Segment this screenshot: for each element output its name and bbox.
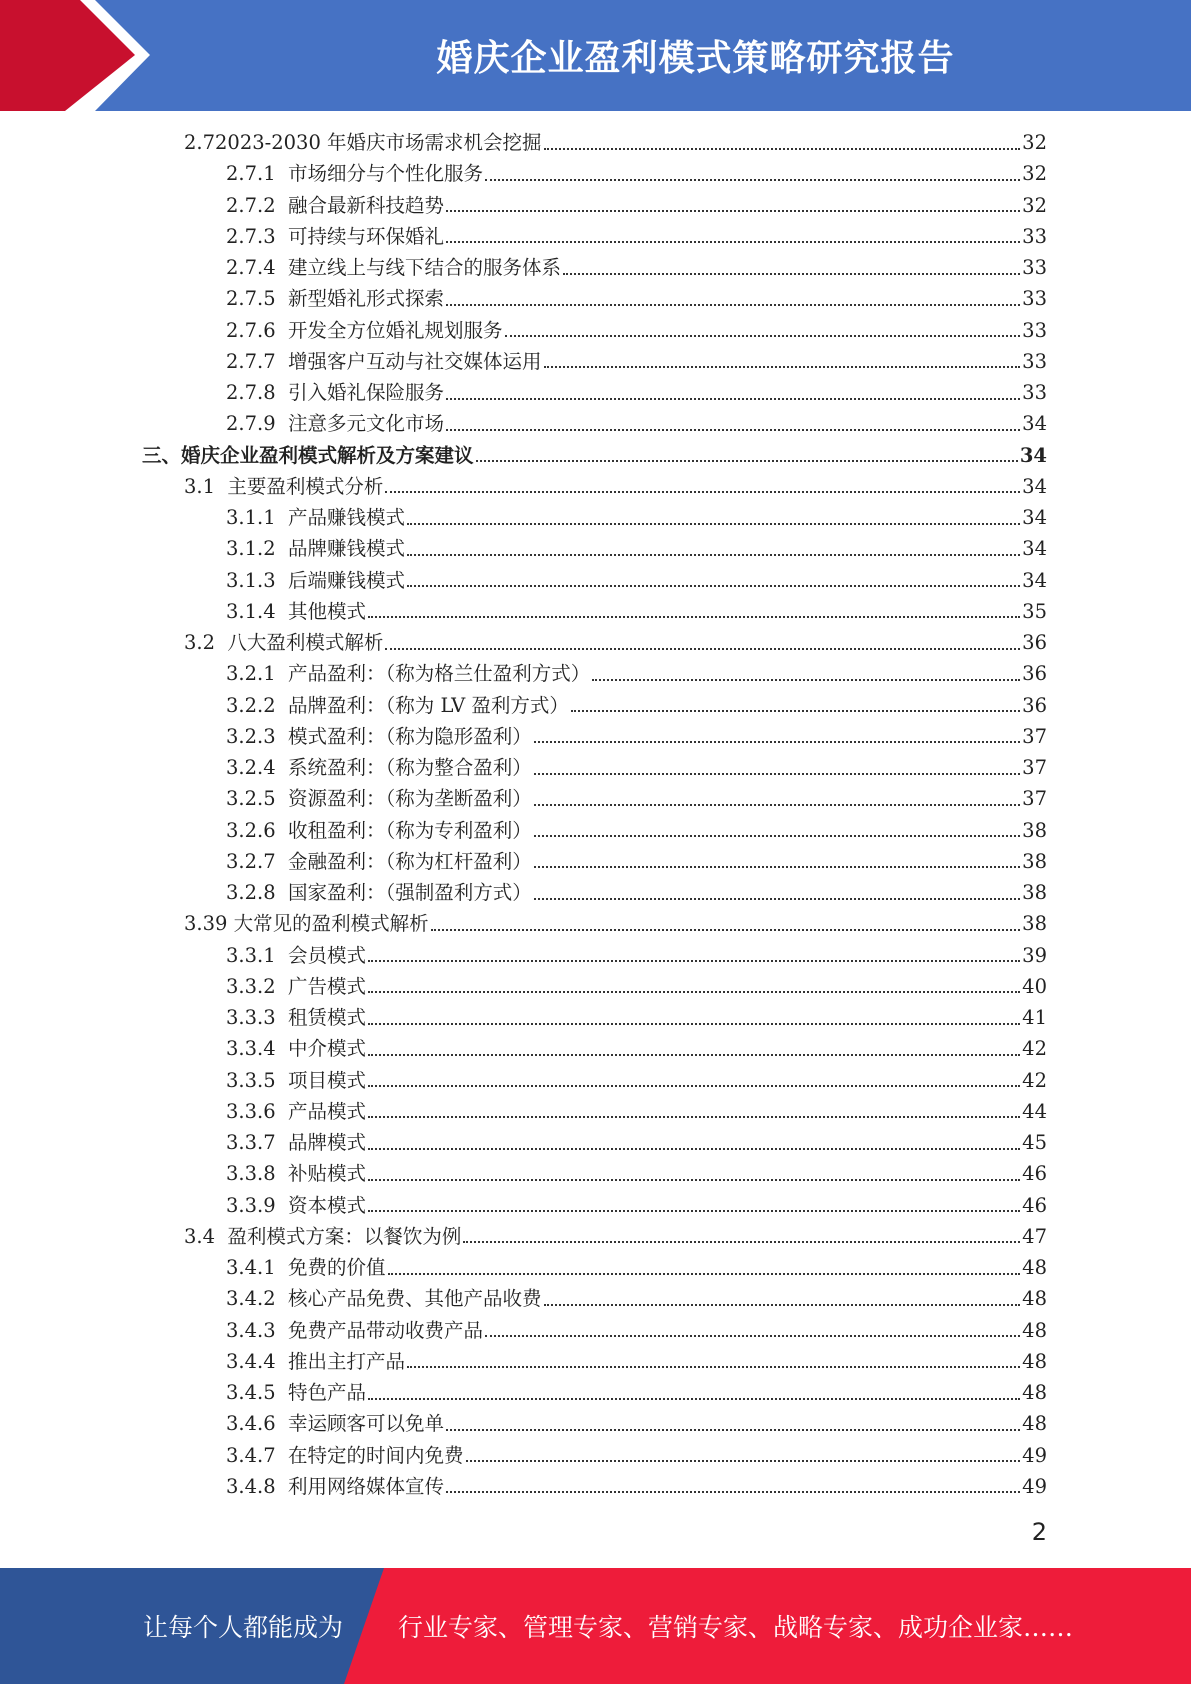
toc-dot-leader: [446, 398, 1020, 400]
toc-entry-page: 48: [1022, 1349, 1047, 1373]
toc-entry-number: 3.3.3: [226, 1006, 276, 1030]
toc-entry[interactable]: [0, 846, 1191, 877]
toc-entry-title: 注意多元文化市场: [288, 412, 445, 436]
toc-entry-spacer: [276, 408, 288, 439]
toc-entry-spacer: [276, 752, 288, 783]
toc-entry-number: 3.2.3: [226, 724, 276, 748]
toc-entry[interactable]: [0, 1346, 1191, 1377]
toc-entry-page: 38: [1022, 881, 1047, 905]
toc-entry-spacer: [215, 471, 227, 502]
toc-entry[interactable]: [0, 565, 1191, 596]
toc-entry-title: 融合最新科技趋势: [288, 193, 445, 217]
toc-entry-title: 推出主打产品: [288, 1349, 406, 1373]
toc-entry-spacer: [276, 346, 288, 377]
toc-entry-title: 可持续与环保婚礼: [288, 224, 445, 248]
toc-entry-page: 42: [1022, 1068, 1047, 1092]
toc-dot-leader: [431, 929, 1021, 931]
toc-dot-leader: [407, 554, 1020, 556]
toc-entry-page: 49: [1022, 1474, 1047, 1498]
toc-entry-spacer: [276, 533, 288, 564]
toc-entry[interactable]: [0, 1315, 1191, 1346]
toc-entry-title: 增强客户互动与社交媒体运用: [288, 349, 542, 373]
toc-entry-title: 系统盈利：（称为整合盈利）: [288, 756, 532, 780]
toc-entry-spacer: [276, 846, 288, 877]
toc-entry-spacer: [276, 252, 288, 283]
toc-entry-spacer: [276, 283, 288, 314]
toc-entry[interactable]: [0, 533, 1191, 564]
toc-entry-page: 46: [1022, 1162, 1047, 1186]
toc-dot-leader: [534, 898, 1020, 900]
toc-entry-spacer: [276, 783, 288, 814]
toc-entry-page: 49: [1022, 1443, 1047, 1467]
toc-entry-spacer: [276, 940, 288, 971]
toc-entry-spacer: [276, 596, 288, 627]
toc-entry-title: 市场细分与个性化服务: [288, 162, 484, 186]
toc-entry-page: 46: [1022, 1193, 1047, 1217]
toc-entry-spacer: [276, 1377, 288, 1408]
toc-entry-spacer: [276, 221, 288, 252]
toc-entry[interactable]: [0, 252, 1191, 283]
toc-entry-number: 2.7.1: [226, 162, 276, 186]
toc-entry-spacer: [276, 690, 288, 721]
toc-entry-page: 48: [1022, 1256, 1047, 1280]
toc-entry[interactable]: [0, 1408, 1191, 1439]
toc-dot-leader: [385, 491, 1020, 493]
toc-entry[interactable]: [0, 815, 1191, 846]
toc-entry-spacer: [276, 565, 288, 596]
toc-dot-leader: [407, 585, 1020, 587]
toc-entry-number: 3.4.7: [226, 1443, 276, 1467]
toc-entry-number: 3.4: [184, 1224, 216, 1248]
toc-entry-page: 45: [1022, 1131, 1047, 1155]
toc-entry-page: 44: [1022, 1099, 1047, 1123]
toc-entry-title: 收租盈利：（称为专利盈利）: [288, 818, 532, 842]
toc-entry[interactable]: [0, 190, 1191, 221]
toc-entry[interactable]: [0, 1096, 1191, 1127]
toc-dot-leader: [407, 523, 1020, 525]
toc-entry-spacer: [276, 315, 288, 346]
toc-entry[interactable]: [0, 658, 1191, 689]
toc-entry-number: 2.7: [184, 131, 216, 155]
toc-entry[interactable]: [0, 783, 1191, 814]
toc-dot-leader: [368, 1398, 1020, 1400]
toc-dot-leader: [485, 179, 1020, 181]
toc-entry-number: 3.1.3: [226, 568, 276, 592]
toc-entry-title: 建立线上与线下结合的服务体系: [288, 256, 562, 280]
toc-entry-spacer: [276, 971, 288, 1002]
toc-entry-page: 33: [1022, 287, 1047, 311]
toc-entry-number: 3.2: [184, 631, 216, 655]
toc-entry-spacer: [215, 627, 227, 658]
toc-entry-number: 2.7.8: [226, 381, 276, 405]
toc-entry[interactable]: [0, 408, 1191, 439]
toc-entry-title: 后端赚钱模式: [288, 568, 406, 592]
toc-dot-leader: [368, 1116, 1020, 1118]
toc-entry-number: 3.3: [184, 912, 216, 936]
toc-entry[interactable]: [0, 1252, 1191, 1283]
toc-entry-number: 2.7.4: [226, 256, 276, 280]
toc-entry-page: 34: [1019, 443, 1047, 467]
toc-entry-title: 盈利模式方案：以餐饮为例: [227, 1224, 462, 1248]
toc-entry-spacer: [276, 1346, 288, 1377]
toc-entry-number: 3.3.1: [226, 943, 276, 967]
toc-entry-number: 3.2.4: [226, 756, 276, 780]
toc-entry[interactable]: [0, 502, 1191, 533]
toc-entry[interactable]: [0, 596, 1191, 627]
page-number: 2: [1031, 1518, 1047, 1546]
toc-entry-page: 36: [1022, 631, 1047, 655]
toc-entry-title: 广告模式: [288, 974, 367, 998]
toc-entry-page: 47: [1022, 1224, 1047, 1248]
toc-entry[interactable]: [0, 1440, 1191, 1471]
toc-entry[interactable]: [0, 1127, 1191, 1158]
toc-entry-title: 会员模式: [288, 943, 367, 967]
toc-dot-leader: [368, 1148, 1020, 1150]
toc-entry-page: 36: [1022, 662, 1047, 686]
toc-entry-spacer: [276, 1033, 288, 1064]
toc-entry-title: 产品盈利：（称为格兰仕盈利方式）: [288, 662, 591, 686]
toc-entry[interactable]: [0, 1221, 1191, 1252]
toc-entry[interactable]: [0, 908, 1191, 939]
toc-entry[interactable]: [0, 1377, 1191, 1408]
toc-dot-leader: [544, 148, 1021, 150]
toc-entry-number: 3.2.1: [226, 662, 276, 686]
toc-entry-spacer: [276, 1252, 288, 1283]
toc-dot-leader: [407, 1366, 1020, 1368]
toc-entry-page: 33: [1022, 349, 1047, 373]
toc-entry-page: 35: [1022, 599, 1047, 623]
toc-dot-leader: [534, 804, 1020, 806]
toc-entry-page: 48: [1022, 1412, 1047, 1436]
toc-dot-leader: [446, 429, 1020, 431]
toc-entry-number: 3.3.6: [226, 1099, 276, 1123]
table-of-contents: [0, 127, 1191, 1502]
toc-entry-spacer: [276, 1096, 288, 1127]
toc-entry-number: 2.7.3: [226, 224, 276, 248]
toc-entry-number: 3.2.2: [226, 693, 276, 717]
toc-entry-number: 2.7.5: [226, 287, 276, 311]
toc-entry[interactable]: [0, 877, 1191, 908]
toc-entry-page: 36: [1022, 693, 1047, 717]
toc-dot-leader: [368, 1054, 1020, 1056]
toc-entry-number: 3.2.7: [226, 849, 276, 873]
toc-entry-page: 38: [1022, 818, 1047, 842]
toc-entry-number: 3.4.4: [226, 1349, 276, 1373]
toc-entry-title: 八大盈利模式解析: [227, 631, 384, 655]
toc-entry-number: 3.4.3: [226, 1318, 276, 1342]
toc-dot-leader: [534, 866, 1020, 868]
toc-entry-number: 3.4.2: [226, 1287, 276, 1311]
toc-entry-title: 项目模式: [288, 1068, 367, 1092]
toc-entry-title: 新型婚礼形式探索: [288, 287, 445, 311]
toc-entry-page: 33: [1022, 256, 1047, 280]
toc-entry-page: 34: [1022, 412, 1047, 436]
toc-entry-number: 3.3.9: [226, 1193, 276, 1217]
toc-entry-page: 38: [1022, 912, 1047, 936]
toc-entry-number: 3.1.4: [226, 599, 276, 623]
toc-dot-leader: [534, 835, 1020, 837]
toc-entry-page: 37: [1022, 756, 1047, 780]
toc-entry-title: 租赁模式: [288, 1006, 367, 1030]
toc-entry-number: 3.4.1: [226, 1256, 276, 1280]
toc-entry-number: 2.7.2: [226, 193, 276, 217]
toc-entry[interactable]: [0, 377, 1191, 408]
toc-dot-leader: [368, 1023, 1020, 1025]
toc-entry-title: 幸运顾客可以免单: [288, 1412, 445, 1436]
footer-slogan-left: 让每个人都能成为: [143, 1613, 344, 1642]
toc-dot-leader: [466, 1460, 1021, 1462]
toc-entry-spacer: [276, 877, 288, 908]
toc-dot-leader: [534, 773, 1020, 775]
toc-entry-page: 37: [1022, 787, 1047, 811]
toc-entry-page: 33: [1022, 224, 1047, 248]
toc-entry[interactable]: [0, 283, 1191, 314]
toc-entry-title: 核心产品免费、其他产品收费: [288, 1287, 542, 1311]
toc-entry-title: 产品赚钱模式: [288, 506, 406, 530]
toc-entry-title: 模式盈利：（称为隐形盈利）: [288, 724, 532, 748]
toc-entry-title: 补贴模式: [288, 1162, 367, 1186]
toc-entry-title: 品牌赚钱模式: [288, 537, 406, 561]
toc-dot-leader: [544, 366, 1021, 368]
header-banner: [0, 0, 1191, 111]
toc-dot-leader: [446, 210, 1020, 212]
toc-entry-title: 中介模式: [288, 1037, 367, 1061]
toc-entry[interactable]: [0, 127, 1191, 158]
toc-entry-page: 34: [1022, 506, 1047, 530]
toc-entry-number: 2.7.9: [226, 412, 276, 436]
toc-entry-page: 39: [1022, 943, 1047, 967]
toc-entry[interactable]: [0, 1065, 1191, 1096]
toc-entry-page: 48: [1022, 1318, 1047, 1342]
toc-entry-title: 特色产品: [288, 1381, 367, 1405]
toc-entry[interactable]: [0, 1471, 1191, 1502]
toc-entry-page: 33: [1022, 318, 1047, 342]
toc-dot-leader: [368, 960, 1020, 962]
toc-entry-title: 品牌盈利：（称为 LV 盈利方式）: [288, 693, 569, 717]
toc-entry-page: 34: [1022, 568, 1047, 592]
toc-entry-number: 3.2.5: [226, 787, 276, 811]
toc-entry-title: 免费的价值: [288, 1256, 386, 1280]
toc-entry-spacer: [276, 190, 288, 221]
toc-entry-number: 3.4.8: [226, 1474, 276, 1498]
toc-entry-page: 32: [1022, 162, 1047, 186]
toc-dot-leader: [446, 1429, 1020, 1431]
toc-entry-page: 48: [1022, 1381, 1047, 1405]
toc-dot-leader: [446, 1491, 1020, 1493]
toc-entry-spacer: [276, 1440, 288, 1471]
toc-dot-leader: [476, 460, 1018, 462]
toc-entry-page: 34: [1022, 474, 1047, 498]
toc-dot-leader: [534, 741, 1020, 743]
toc-entry-spacer: [276, 1190, 288, 1221]
toc-entry-page: 32: [1022, 193, 1047, 217]
toc-entry-spacer: [276, 721, 288, 752]
toc-dot-leader: [446, 241, 1020, 243]
toc-entry-number: 3.3.5: [226, 1068, 276, 1092]
toc-entry[interactable]: [0, 721, 1191, 752]
toc-entry-title: 在特定的时间内免费: [288, 1443, 464, 1467]
toc-entry[interactable]: [0, 1158, 1191, 1189]
toc-entry-title: 资源盈利：（称为垄断盈利）: [288, 787, 532, 811]
toc-entry-number: 3.2.8: [226, 881, 276, 905]
toc-entry-number: 3.3.4: [226, 1037, 276, 1061]
toc-entry-title: 主要盈利模式分析: [227, 474, 384, 498]
toc-entry-spacer: [276, 502, 288, 533]
toc-dot-leader: [368, 1085, 1020, 1087]
toc-dot-leader: [368, 1179, 1020, 1181]
toc-dot-leader: [385, 648, 1020, 650]
toc-entry-number: 3.3.8: [226, 1162, 276, 1186]
toc-dot-leader: [563, 273, 1020, 275]
toc-entry[interactable]: [0, 1002, 1191, 1033]
toc-entry-page: 38: [1022, 849, 1047, 873]
toc-entry-spacer: [276, 1002, 288, 1033]
toc-entry-title: 开发全方位婚礼规划服务: [288, 318, 503, 342]
toc-entry-page: 37: [1022, 724, 1047, 748]
toc-entry[interactable]: [0, 440, 1191, 471]
toc-entry-spacer: [276, 1283, 288, 1314]
toc-entry-number: 3.4.6: [226, 1412, 276, 1436]
toc-dot-leader: [571, 710, 1020, 712]
footer-slogan-right: 行业专家、管理专家、营销专家、战略专家、成功企业家……: [398, 1613, 1074, 1642]
toc-entry[interactable]: [0, 315, 1191, 346]
toc-entry-title: 引入婚礼保险服务: [288, 381, 445, 405]
toc-entry-spacer: [276, 1471, 288, 1502]
toc-entry[interactable]: [0, 158, 1191, 189]
toc-dot-leader: [368, 1210, 1020, 1212]
toc-dot-leader: [388, 1273, 1021, 1275]
toc-entry-number: 3.1.2: [226, 537, 276, 561]
toc-entry-page: 34: [1022, 537, 1047, 561]
toc-entry[interactable]: [0, 627, 1191, 658]
toc-entry-page: 32: [1022, 131, 1047, 155]
toc-dot-leader: [485, 1335, 1020, 1337]
toc-entry-number: 3.1.1: [226, 506, 276, 530]
toc-entry-title: 婚庆企业盈利模式解析及方案建议: [181, 443, 474, 467]
toc-entry-spacer: [276, 1315, 288, 1346]
toc-entry-title: 产品模式: [288, 1099, 367, 1123]
toc-entry-title: 9 大常见的盈利模式解析: [215, 912, 429, 936]
toc-entry-page: 33: [1022, 381, 1047, 405]
toc-entry-title: 免费产品带动收费产品: [288, 1318, 484, 1342]
toc-dot-leader: [592, 679, 1020, 681]
toc-dot-leader: [463, 1241, 1020, 1243]
toc-entry-page: 42: [1022, 1037, 1047, 1061]
toc-entry-spacer: [276, 1158, 288, 1189]
toc-entry-spacer: [276, 815, 288, 846]
toc-entry-page: 48: [1022, 1287, 1047, 1311]
toc-dot-leader: [368, 616, 1020, 618]
toc-entry-title: 国家盈利：（强制盈利方式）: [288, 881, 532, 905]
toc-entry-number: 2.7.7: [226, 349, 276, 373]
toc-entry[interactable]: [0, 221, 1191, 252]
toc-entry-spacer: [276, 377, 288, 408]
toc-entry-spacer: [276, 1127, 288, 1158]
toc-dot-leader: [544, 1304, 1021, 1306]
toc-entry-page: 41: [1022, 1006, 1047, 1030]
toc-entry[interactable]: [0, 346, 1191, 377]
toc-entry-title: 2023-2030 年婚庆市场需求机会挖掘: [215, 131, 542, 155]
toc-entry-title: 品牌模式: [288, 1131, 367, 1155]
toc-dot-leader: [505, 335, 1021, 337]
toc-entry[interactable]: [0, 940, 1191, 971]
toc-entry[interactable]: [0, 1283, 1191, 1314]
toc-entry-title: 金融盈利：（称为杠杆盈利）: [288, 849, 532, 873]
toc-entry-number: 3.2.6: [226, 818, 276, 842]
toc-entry-spacer: [276, 658, 288, 689]
toc-entry[interactable]: [0, 690, 1191, 721]
toc-entry-spacer: [276, 158, 288, 189]
toc-entry[interactable]: [0, 471, 1191, 502]
toc-entry-title: 利用网络媒体宣传: [288, 1474, 445, 1498]
toc-entry[interactable]: [0, 752, 1191, 783]
toc-entry-title: 其他模式: [288, 599, 367, 623]
toc-entry-page: 40: [1022, 974, 1047, 998]
header-red-arrow-shape: [0, 0, 160, 111]
document-title: 婚庆企业盈利模式策略研究报告: [436, 38, 955, 79]
toc-entry-title: 资本模式: [288, 1193, 367, 1217]
toc-entry-number: 三、: [142, 443, 182, 467]
toc-entry-number: 3.1: [184, 474, 216, 498]
toc-dot-leader: [368, 991, 1020, 993]
toc-entry-number: 3.3.2: [226, 974, 276, 998]
toc-entry-number: 2.7.6: [226, 318, 276, 342]
toc-dot-leader: [446, 304, 1020, 306]
toc-entry-spacer: [276, 1408, 288, 1439]
toc-entry[interactable]: [0, 1033, 1191, 1064]
toc-entry-number: 3.4.5: [226, 1381, 276, 1405]
toc-entry[interactable]: [0, 1190, 1191, 1221]
toc-entry[interactable]: [0, 971, 1191, 1002]
toc-entry-spacer: [215, 1221, 227, 1252]
toc-entry-spacer: [276, 1065, 288, 1096]
toc-entry-number: 3.3.7: [226, 1131, 276, 1155]
